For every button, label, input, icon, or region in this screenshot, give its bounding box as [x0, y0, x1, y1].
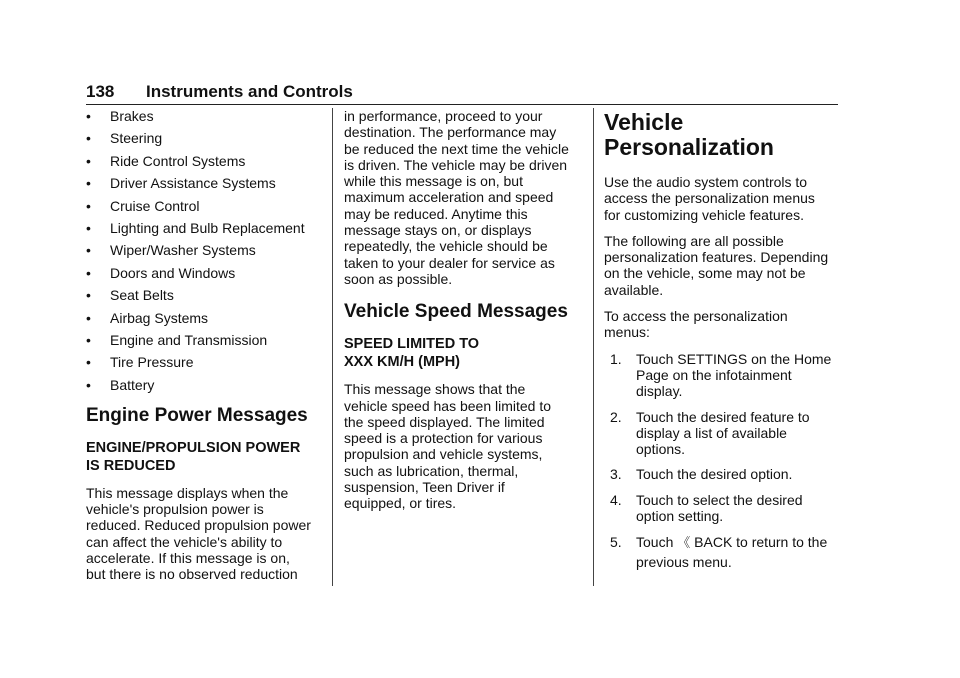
- bullet-text: Engine and Transmission: [110, 331, 268, 348]
- text-line: To access the personalization: [604, 308, 788, 325]
- step-number: 3.: [610, 466, 622, 483]
- bullet-text: Wiper/Washer Systems: [110, 242, 256, 259]
- text-line: may be reduced. Anytime this: [344, 205, 528, 222]
- bullet-dot-icon: •: [86, 175, 91, 192]
- bullet-text: Doors and Windows: [110, 264, 236, 281]
- text-line: taken to your dealer for service as: [344, 254, 555, 271]
- performance-paragraph: [344, 108, 584, 287]
- text-line: menus:: [604, 324, 650, 341]
- text-line: personalization features. Depending: [604, 249, 829, 266]
- text-line: can affect the vehicle's ability to: [86, 533, 283, 550]
- step-number: 4.: [610, 491, 622, 508]
- personalization-steps: [604, 351, 844, 573]
- text-line: on the vehicle, some may not be: [604, 265, 806, 282]
- text-line: vehicle's propulsion power is: [86, 500, 264, 517]
- subheading-line-2: XXX KM/H (MPH): [344, 354, 460, 371]
- system-bullet-list: [86, 108, 322, 393]
- chapter-title: Instruments and Controls: [146, 82, 353, 101]
- subheading-line-2: IS REDUCED: [86, 457, 176, 474]
- bullet-text: Tire Pressure: [110, 354, 194, 371]
- page-number: 138: [86, 82, 115, 101]
- text-line: This message shows that the: [344, 381, 526, 398]
- text-fragment: Touch: [636, 534, 678, 551]
- bullet-text: Steering: [110, 130, 163, 147]
- bullet-item: [86, 310, 322, 326]
- bullet-text: Ride Control Systems: [110, 152, 246, 169]
- access-menus-paragraph: [604, 308, 844, 341]
- column-divider-2: [593, 108, 594, 586]
- bullet-text: Brakes: [110, 108, 154, 124]
- bullet-dot-icon: •: [86, 130, 91, 147]
- text-line: accelerate. If this message is on,: [86, 549, 290, 566]
- text-line: the speed displayed. The limited: [344, 413, 545, 430]
- step-item: [604, 466, 844, 482]
- bullet-item: [86, 332, 322, 348]
- bullet-dot-icon: •: [86, 108, 91, 124]
- text-line: Touch to select the desired: [636, 491, 803, 508]
- speed-limited-paragraph: [344, 381, 584, 511]
- step-item: [604, 492, 844, 525]
- text-line: for customizing vehicle features.: [604, 206, 804, 223]
- bullet-dot-icon: •: [86, 264, 91, 281]
- bullet-item: [86, 130, 322, 146]
- text-line: This message displays when the: [86, 484, 289, 501]
- text-line: be reduced the next time the vehicle: [344, 140, 569, 157]
- text-line: suspension, Teen Driver if: [344, 479, 505, 496]
- text-line: vehicle speed has been limited to: [344, 397, 552, 414]
- step-item: [604, 533, 844, 572]
- bullet-item: [86, 287, 322, 303]
- text-line: speed is a protection for various: [344, 430, 543, 447]
- column-3: [604, 108, 844, 572]
- bullet-item: [86, 354, 322, 370]
- text-line: reduced. Reduced propulsion power: [86, 517, 311, 534]
- bullet-dot-icon: •: [86, 331, 91, 348]
- text-line: maximum acceleration and speed: [344, 189, 554, 206]
- text-line: display.: [636, 383, 683, 400]
- bullet-item: [86, 377, 322, 393]
- bullet-item: [86, 220, 322, 236]
- text-line: such as lubrication, thermal,: [344, 462, 519, 479]
- bullet-text: Cruise Control: [110, 197, 200, 214]
- text-fragment: BACK to return to the: [690, 534, 828, 551]
- bullet-dot-icon: •: [86, 309, 91, 326]
- bullet-text: Battery: [110, 376, 155, 393]
- subheading-engine-power-reduced: [86, 439, 322, 475]
- text-line: display a list of available: [636, 424, 787, 441]
- bullet-text: Airbag Systems: [110, 309, 209, 326]
- bullet-dot-icon: •: [86, 152, 91, 169]
- text-line: option setting.: [636, 508, 724, 525]
- subheading-speed-limited: [344, 335, 584, 371]
- text-line: in performance, proceed to your: [344, 108, 543, 124]
- title-line-1: Vehicle: [604, 109, 684, 135]
- text-line: soon as possible.: [344, 270, 453, 287]
- bullet-dot-icon: •: [86, 287, 91, 304]
- bullet-dot-icon: •: [86, 376, 91, 393]
- audio-controls-paragraph: [604, 174, 844, 223]
- text-line: equipped, or tires.: [344, 495, 457, 512]
- text-line: options.: [636, 441, 686, 458]
- bullet-dot-icon: •: [86, 354, 91, 371]
- text-line: The following are all possible: [604, 232, 784, 249]
- text-line: propulsion and vehicle systems,: [344, 446, 543, 463]
- column-divider-1: [332, 108, 333, 586]
- bullet-item: [86, 198, 322, 214]
- section-title-vehicle-personalization: [604, 110, 844, 160]
- text-line: available.: [604, 281, 664, 298]
- bullet-dot-icon: •: [86, 242, 91, 259]
- text-line: Touch SETTINGS on the Home: [636, 350, 832, 367]
- section-title-engine-power: Engine Power Messages: [86, 404, 308, 426]
- title-line-2: Personalization: [604, 134, 774, 160]
- step-number: 2.: [610, 408, 622, 425]
- bullet-item: [86, 242, 322, 258]
- text-line: repeatedly, the vehicle should be: [344, 238, 548, 255]
- possible-features-paragraph: [604, 233, 844, 298]
- bullet-text: Lighting and Bulb Replacement: [110, 219, 305, 236]
- bullet-dot-icon: •: [86, 219, 91, 236]
- bullet-dot-icon: •: [86, 197, 91, 214]
- bullet-item: [86, 265, 322, 281]
- bullet-item: [86, 175, 322, 191]
- back-icon: 《: [677, 536, 691, 552]
- text-line: Touch the desired feature to: [636, 408, 810, 425]
- text-line: destination. The performance may: [344, 124, 557, 141]
- step-number: 5.: [610, 534, 622, 551]
- section-title-vehicle-speed: Vehicle Speed Messages: [344, 301, 568, 323]
- text-line: Use the audio system controls to: [604, 174, 808, 190]
- column-1: [86, 108, 322, 582]
- engine-power-paragraph: [86, 485, 322, 583]
- subheading-line-1: ENGINE/PROPULSION POWER: [86, 439, 301, 456]
- page-header: [86, 82, 838, 105]
- text-line: access the personalization menus: [604, 190, 815, 207]
- text-line: but there is no observed reduction: [86, 566, 298, 583]
- step-item: [604, 409, 844, 458]
- text-line: while this message is on, but: [344, 173, 523, 190]
- text-line: is driven. The vehicle may be driven: [344, 156, 568, 173]
- subheading-line-1: SPEED LIMITED TO: [344, 336, 480, 353]
- text-line: message stays on, or displays: [344, 222, 532, 239]
- text-line: Touch the desired option.: [636, 466, 793, 483]
- column-2: [344, 108, 584, 512]
- bullet-item: [86, 153, 322, 169]
- text-line: previous menu.: [636, 554, 732, 571]
- bullet-text: Seat Belts: [110, 287, 174, 304]
- text-line: Page on the infotainment: [636, 366, 792, 383]
- bullet-text: Driver Assistance Systems: [110, 175, 276, 192]
- step-number: 1.: [610, 350, 622, 367]
- step-item: [604, 351, 844, 400]
- bullet-item: [86, 108, 322, 124]
